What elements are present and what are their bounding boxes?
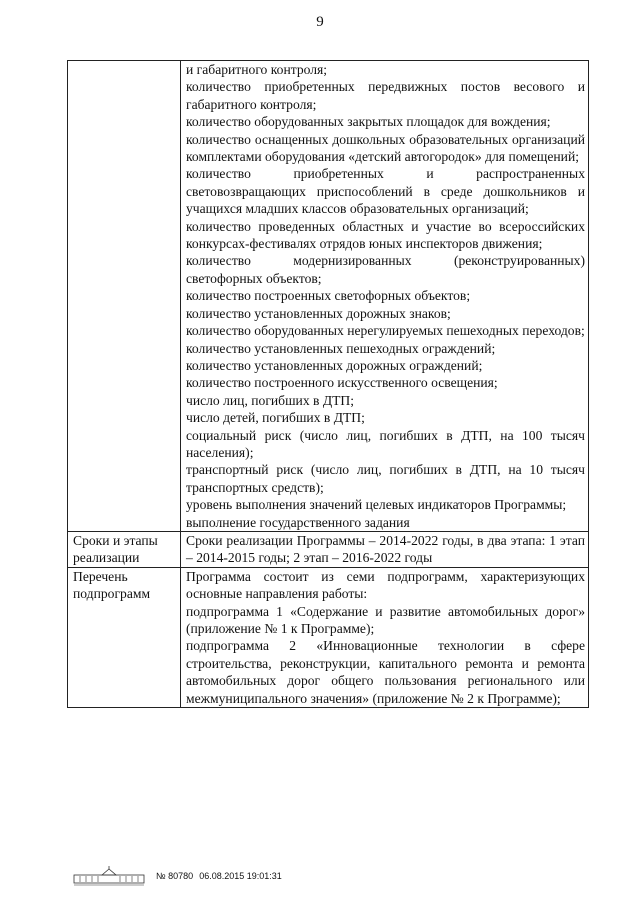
text-line: количество оборудованных закрытых площадок для вождения;: [186, 114, 551, 130]
row-label: Перечень подпрограмм: [68, 567, 181, 707]
text-line: количество построенных светофорных объектов;: [186, 288, 471, 304]
text-line: количество установленных пешеходных ограждений;: [186, 340, 496, 356]
page-number: 9: [316, 14, 324, 30]
row-content: [181, 61, 589, 532]
text-line: подпрограмма 2 «Инновационные технологии в сфере строительства, реконструкции, капитального ремонта и ремонта автомобильных дорог общего пользования регионального или межмуниципального значения» (приложение № 2 к Программе);: [186, 638, 585, 706]
program-passport-table: [67, 60, 589, 708]
table-row: [68, 567, 589, 707]
text-line: подпрограмма 1 «Содержание и развитие автомобильных дорог» (приложение № 1 к Программе);: [186, 603, 585, 636]
text-line: количество установленных дорожных ограждений;: [186, 357, 483, 373]
text-line: количество приобретенных передвижных постов весового и габаритного контроля;: [186, 79, 585, 112]
text-line: количество модернизированных (реконструированных) светофорных объектов;: [186, 253, 585, 286]
text-line: количество построенного искусственного освещения;: [186, 375, 498, 391]
text-line: число детей, погибших в ДТП;: [186, 410, 365, 426]
text-line: число лиц, погибших в ДТП;: [186, 392, 355, 408]
document-number: № 80780: [156, 871, 194, 881]
table-row: [68, 531, 589, 567]
building-stamp-icon: [72, 866, 146, 886]
table-row: [68, 61, 589, 532]
text-line: транспортный риск (число лиц, погибших в ДТП, на 10 тысяч транспортных средств);: [186, 462, 585, 495]
footer: [72, 866, 282, 886]
text-line: и габаритного контроля;: [186, 62, 328, 77]
text-line: Сроки реализации Программы – 2014-2022 годы, в два этапа: 1 этап – 2014-2015 годы; 2 этап – 2016-2022 годы: [186, 532, 585, 566]
document-timestamp: 06.08.2015 19:01:31: [199, 871, 282, 881]
text-line: количество проведенных областных и участие во всероссийских конкурсах-фестивалях отрядов юных инспекторов движения;: [186, 218, 585, 252]
text-line: выполнение государственного задания: [186, 514, 410, 530]
row-content: [181, 567, 589, 707]
text-line: количество установленных дорожных знаков;: [186, 305, 451, 321]
row-label: Сроки и этапы реализации: [68, 531, 181, 567]
text-line: количество оснащенных дошкольных образовательных организаций комплектами оборудования «детский автогородок» для помещений;: [186, 131, 585, 165]
row-label: [68, 61, 181, 532]
text-line: количество оборудованных нерегулируемых пешеходных переходов;: [186, 323, 585, 339]
text-line: уровень выполнения значений целевых индикаторов Программы;: [186, 497, 567, 513]
row-content: [181, 531, 589, 567]
text-line: социальный риск (число лиц, погибших в ДТП, на 100 тысяч населения);: [186, 427, 585, 460]
text-line: количество приобретенных и распространенных световозвращающих приспособлений в среде дошкольников и учащихся младших классов образовательных организаций;: [186, 166, 585, 217]
text-line: Программа состоит из семи подпрограмм, характеризующих основные направления работы:: [186, 568, 585, 602]
